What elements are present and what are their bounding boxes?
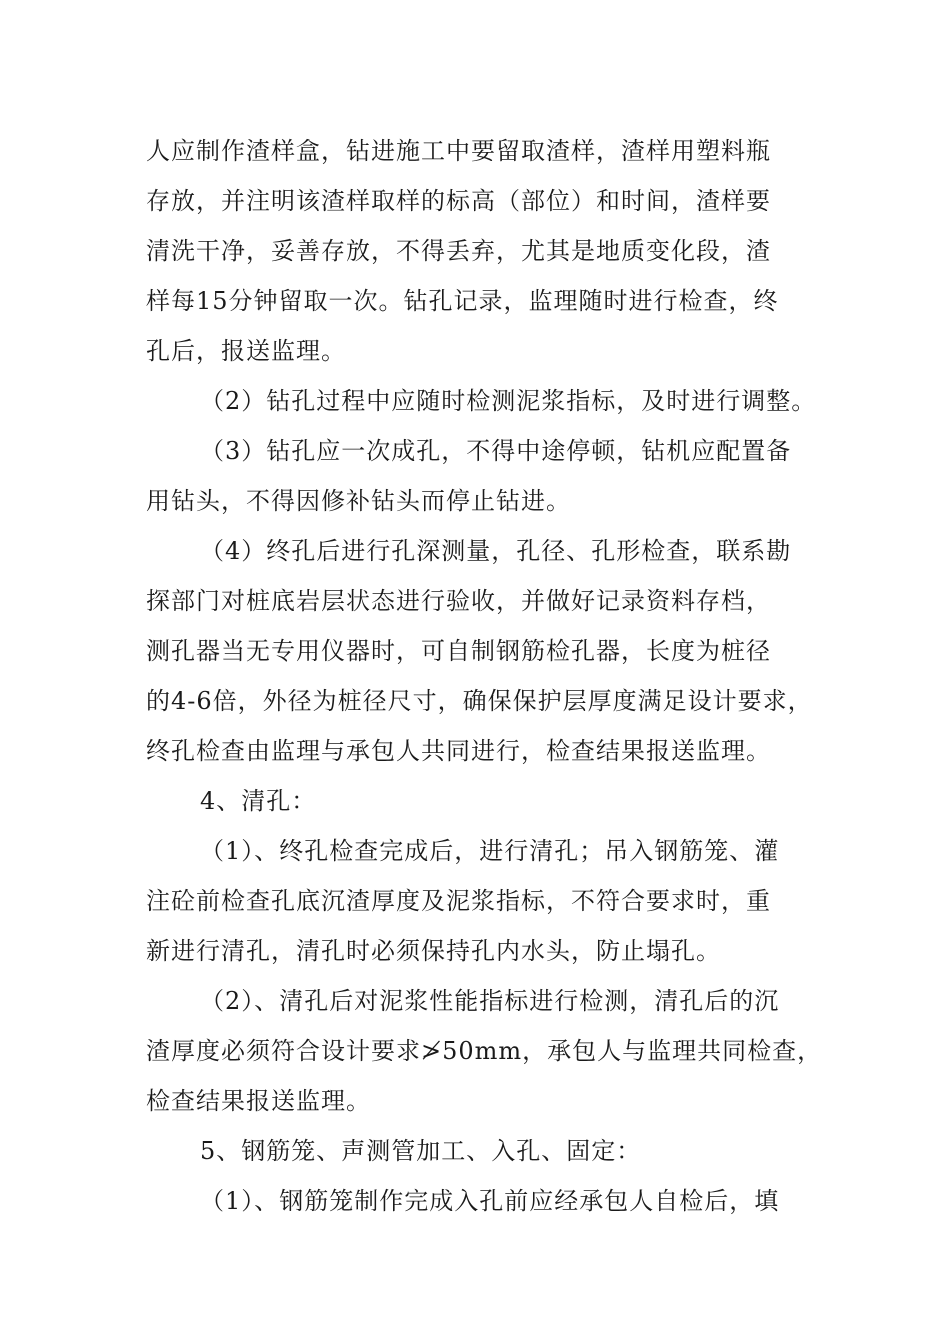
text-line: 检查结果报送监理。 (146, 1087, 371, 1115)
text-line: 渣厚度必须符合设计要求≯50mm，承包人与监理共同检查， (146, 1037, 823, 1065)
text-line: 测孔器当无专用仪器时，可自制钢筋检孔器，长度为桩径 (146, 637, 771, 665)
section-heading: 4、清孔： (200, 787, 317, 815)
text-line: 孔后，报送监理。 (146, 337, 346, 365)
text-line: （3）钻孔应一次成孔，不得中途停顿，钻机应配置备 (200, 437, 792, 465)
text-line: 样每15分钟留取一次。钻孔记录，监理随时进行检查，终 (146, 287, 779, 315)
text-line: 用钻头，不得因修补钻头而停止钻进。 (146, 487, 571, 515)
text-line: 探部门对桩底岩层状态进行验收，并做好记录资料存档， (146, 587, 771, 615)
text-line: 存放，并注明该渣样取样的标高（部位）和时间，渣样要 (146, 187, 771, 215)
text-line: （1）、终孔检查完成后，进行清孔；吊入钢筋笼、灌 (200, 837, 780, 865)
text-line: （4）终孔后进行孔深测量，孔径、孔形检查，联系勘 (200, 537, 792, 565)
section-heading: 5、钢筋笼、声测管加工、入孔、固定： (200, 1137, 642, 1165)
body-text (146, 126, 826, 1226)
text-line: 的4-6倍，外径为桩径尺寸，确保保护层厚度满足设计要求， (146, 687, 813, 715)
text-line: 清洗干净，妥善存放，不得丢弃，尤其是地质变化段，渣 (146, 237, 771, 265)
text-line: （2）、清孔后对泥浆性能指标进行检测，清孔后的沉 (200, 987, 780, 1015)
text-line: 新进行清孔，清孔时必须保持孔内水头，防止塌孔。 (146, 937, 721, 965)
text-line: （2）钻孔过程中应随时检测泥浆指标，及时进行调整。 (200, 387, 817, 415)
text-line: 终孔检查由监理与承包人共同进行，检查结果报送监理。 (146, 737, 771, 765)
text-line: 注砼前检查孔底沉渣厚度及泥浆指标，不符合要求时，重 (146, 887, 771, 915)
text-line: 人应制作渣样盒，钻进施工中要留取渣样，渣样用塑料瓶 (146, 137, 771, 165)
text-line: （1）、钢筋笼制作完成入孔前应经承包人自检后，填 (200, 1187, 780, 1215)
